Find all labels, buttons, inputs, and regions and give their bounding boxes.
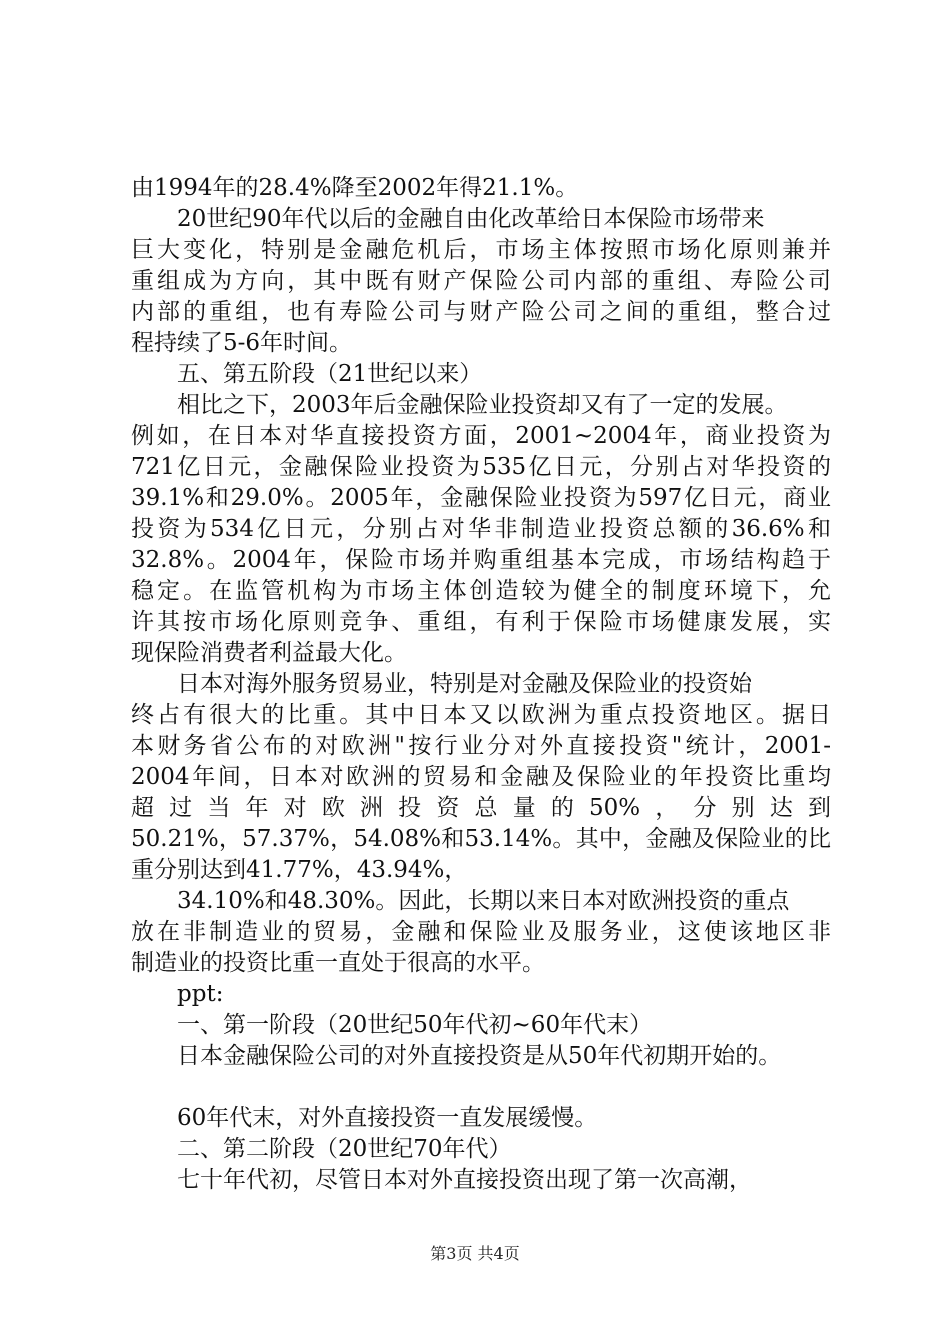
text-line: ppt:: [177, 981, 224, 1007]
section-heading: 五、第五阶段（21世纪以来）: [177, 361, 483, 387]
text-line: 巨大变化，特别是金融危机后，市场主体按照市场化原则兼并: [131, 237, 831, 263]
text-line: 超过当年对欧洲投资总量的50%，分别达到: [131, 795, 831, 821]
text-line: 日本金融保险公司的对外直接投资是从50年代初期开始的。: [177, 1043, 782, 1069]
text-line: 本财务省公布的对欧洲"按行业分对外直接投资"统计，2001-: [131, 733, 831, 759]
text-line: 50.21%，57.37%，54.08%和53.14%。其中，金融及保险业的比: [131, 826, 831, 852]
text-line: 34.10%和48.30%。因此，长期以来日本对欧洲投资的重点: [177, 888, 790, 914]
text-line: 七十年代初，尽管日本对外直接投资出现了第一次高潮，: [177, 1167, 752, 1193]
section-heading: 二、第二阶段（20世纪70年代）: [177, 1136, 512, 1162]
text-line: 重组成为方向，其中既有财产保险公司内部的重组、寿险公司: [131, 268, 831, 294]
text-line: 由1994年的28.4%降至2002年得21.1%。: [131, 175, 579, 201]
text-line: 日本对海外服务贸易业，特别是对金融及保险业的投资始: [177, 671, 752, 697]
text-line: 现保险消费者利益最大化。: [131, 640, 407, 666]
text-line: 39.1%和29.0%。2005年，金融保险业投资为597亿日元，商业: [131, 485, 831, 511]
text-line: 例如，在日本对华直接投资方面，2001~2004年，商业投资为: [131, 423, 831, 449]
text-line: 制造业的投资比重一直处于很高的水平。: [131, 950, 545, 976]
text-line: 程持续了5-6年时间。: [131, 330, 353, 356]
text-line: 内部的重组，也有寿险公司与财产险公司之间的重组，整合过: [131, 299, 831, 325]
text-line: 重分别达到41.77%，43.94%，: [131, 857, 468, 883]
text-line: 32.8%。2004年，保险市场并购重组基本完成，市场结构趋于: [131, 547, 831, 573]
text-line: 放在非制造业的贸易，金融和保险业及服务业，这使该地区非: [131, 919, 831, 945]
text-line: 相比之下，2003年后金融保险业投资却又有了一定的发展。: [177, 392, 788, 418]
text-line: 投资为534亿日元，分别占对华非制造业投资总额的36.6%和: [131, 516, 831, 542]
text-line: 许其按市场化原则竞争、重组，有利于保险市场健康发展，实: [131, 609, 831, 635]
text-line: 2004年间，日本对欧洲的贸易和金融及保险业的年投资比重均: [131, 764, 831, 790]
text-line: 稳定。在监管机构为市场主体创造较为健全的制度环境下，允: [131, 578, 831, 604]
section-heading: 一、第一阶段（20世纪50年代初~60年代末）: [177, 1012, 653, 1038]
text-line: 终占有很大的比重。其中日本又以欧洲为重点投资地区。据日: [131, 702, 831, 728]
text-line: 721亿日元，金融保险业投资为535亿日元，分别占对华投资的: [131, 454, 831, 480]
page-footer: 第3页 共4页: [430, 1244, 520, 1263]
text-line: 20世纪90年代以后的金融自由化改革给日本保险市场带来: [177, 206, 765, 232]
text-line: 60年代末，对外直接投资一直发展缓慢。: [177, 1105, 598, 1131]
